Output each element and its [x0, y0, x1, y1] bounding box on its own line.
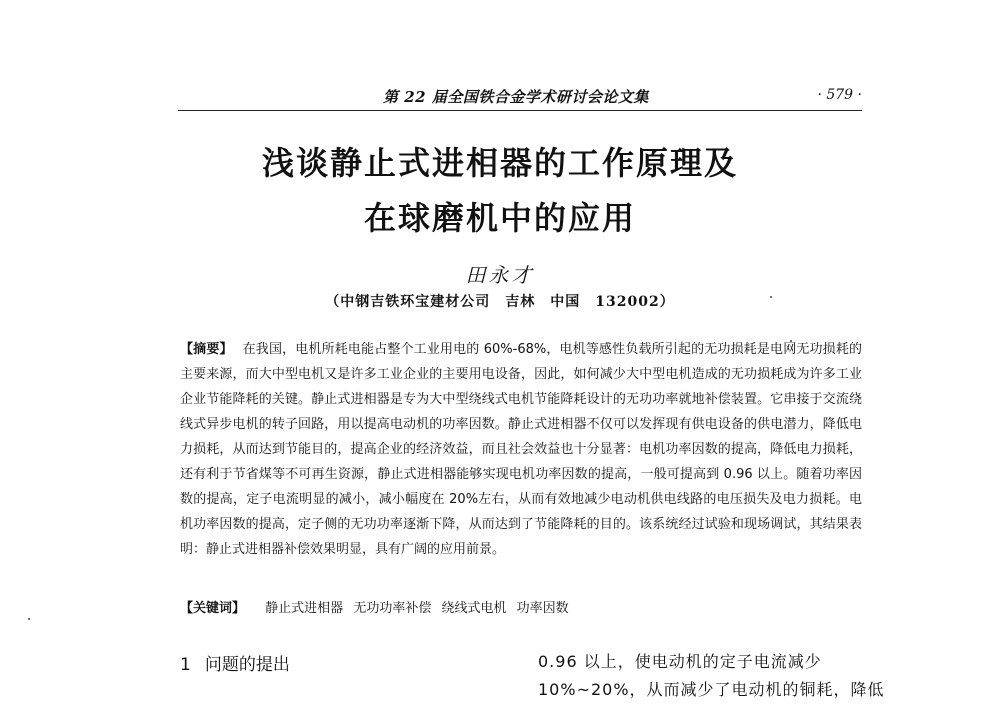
- scan-speck: [770, 296, 772, 298]
- body-line: 0.96 以上，使电动机的定子电流减少: [538, 652, 822, 671]
- keyword-item: 静止式进相器: [265, 601, 344, 616]
- abstract-label: 【摘要】: [180, 342, 233, 357]
- keywords: [180, 597, 862, 616]
- abstract-text: 在我国，电机所耗电能占整个工业用电的 60%-68%，电机等感性负载所引起的无功损耗是电网无功损耗的主要来源，而大中型电机又是许多工业企业的主要用电设备，因此，如何减少大中型电机造成的无功损耗成为许多工业企业节能降耗的关键。静止式进相器是专为大中型绕线式电机节能降耗设计的无功功率就地补偿装置。它串接于交流绕线式异步电机的转子回路，用以提高电动机的功率因数。静止式进相器不仅可以发挥现有供电设备的供电潜力，降低电力损耗，从而达到节能目的，提高企业的经济效益，而且社会效益也十分显著：电机功率因数的提高，降低电力损耗，还有利于节省煤等不可再生资源，静止式进相器能够实现电机功率因数的提高，一般可提高到 0.96 以上。随着功率因数的提高，定子电流明显的减小，减小幅度在 20%左右，从而有效地减少电动机供电线路的电压损失及电力损耗。电机功率因数的提高，定子侧的无功功率逐渐下降，从而达到了节能降耗的目的。该系统经过试验和现场调试，其结果表明：静止式进相器补偿效果明显，具有广阔的应用前景。: [180, 342, 862, 557]
- scan-speck: [28, 618, 30, 620]
- section-title: 问题的提出: [204, 655, 290, 675]
- keyword-item: 绕线式电机: [441, 601, 507, 616]
- section-number: 1: [180, 655, 191, 675]
- keywords-label: 【关键词】: [180, 601, 246, 616]
- journal-title: 第 22 届全国铁合金学术研讨会论文集: [383, 88, 649, 106]
- paper-title-line-2: 在球磨机中的应用: [363, 199, 636, 237]
- body-line: 10%~20%，从而减少了电动机的铜耗，降低: [538, 680, 885, 699]
- page-number: · 579 ·: [817, 87, 862, 103]
- running-header: [178, 86, 862, 111]
- body-text-column-2: [538, 648, 885, 704]
- keyword-item: 无功功率补偿: [353, 601, 432, 616]
- paper-title-line-1: 浅谈静止式进相器的工作原理及: [261, 144, 738, 182]
- keyword-item: 功率因数: [516, 601, 569, 616]
- author-affiliation: （中钢吉铁环宝建材公司 吉林 中国 132002）: [325, 294, 675, 310]
- author-name: 田永才: [465, 263, 535, 287]
- abstract: [180, 337, 862, 562]
- section-heading: [180, 650, 290, 675]
- scan-speck: [790, 340, 792, 342]
